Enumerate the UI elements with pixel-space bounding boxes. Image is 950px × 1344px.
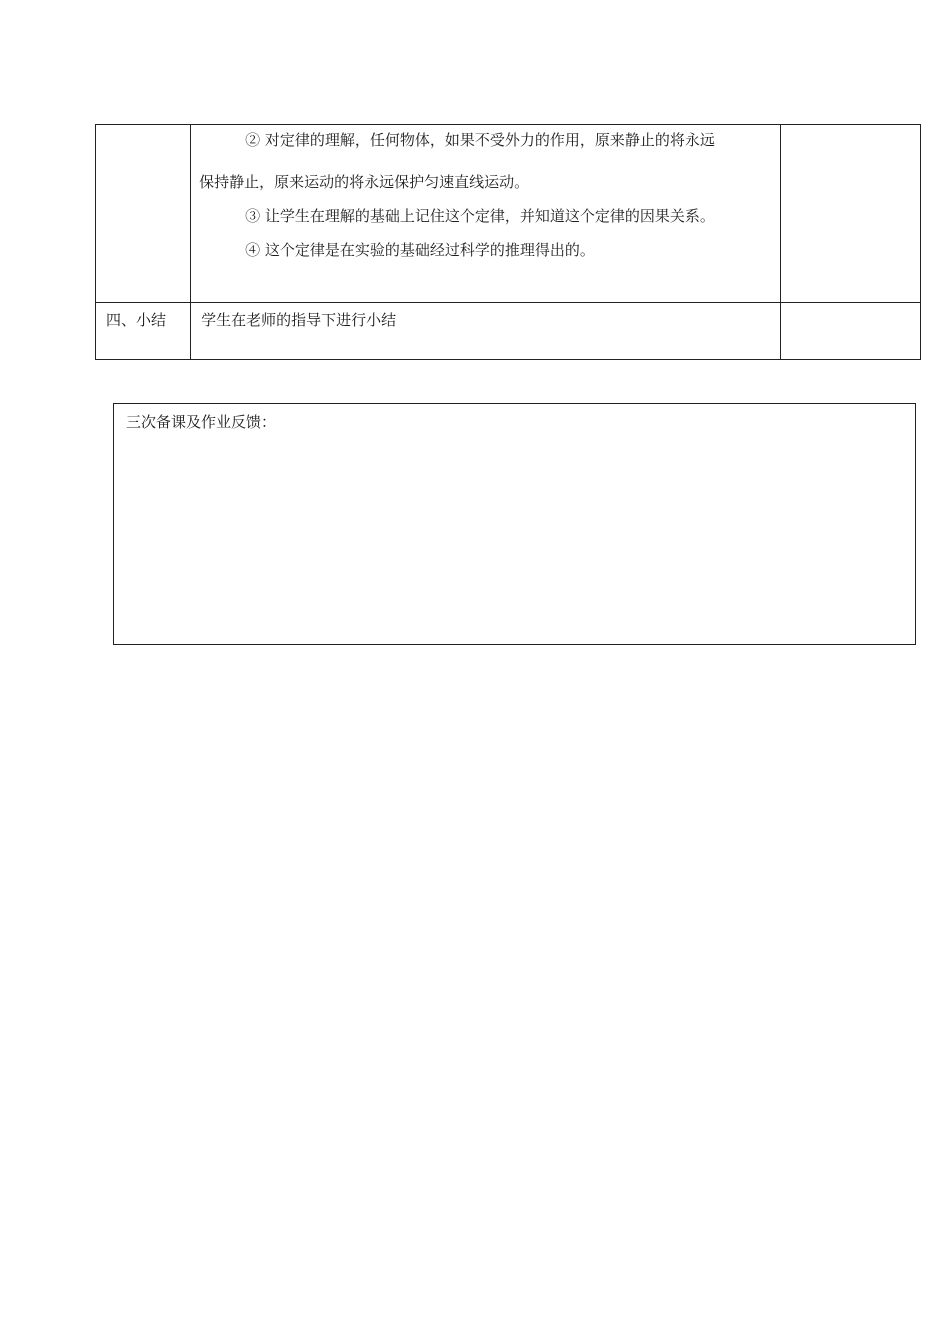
note-cell xyxy=(780,125,920,303)
stage-cell xyxy=(96,125,191,303)
paragraph-derivation: ④ 这个定律是在实验的基础经过科学的推理得出的。 xyxy=(245,241,595,259)
lesson-plan-table xyxy=(95,124,921,360)
note-cell-summary xyxy=(780,303,920,360)
stage-cell-summary: 四、小结 xyxy=(96,303,191,360)
table-row xyxy=(96,303,921,360)
table-row xyxy=(96,125,921,303)
paragraph-understanding-cont: 保持静止，原来运动的将永远保护匀速直线运动。 xyxy=(199,173,530,191)
paragraph-memorize: ③ 让学生在理解的基础上记住这个定律，并知道这个定律的因果关系。 xyxy=(245,207,715,225)
content-cell xyxy=(191,125,781,303)
feedback-box xyxy=(113,403,916,645)
feedback-label: 三次备课及作业反馈： xyxy=(126,413,277,431)
summary-content: 学生在老师的指导下进行小结 xyxy=(191,303,781,360)
paragraph-understanding: ② 对定律的理解，任何物体，如果不受外力的作用，原来静止的将永远 xyxy=(245,131,715,149)
